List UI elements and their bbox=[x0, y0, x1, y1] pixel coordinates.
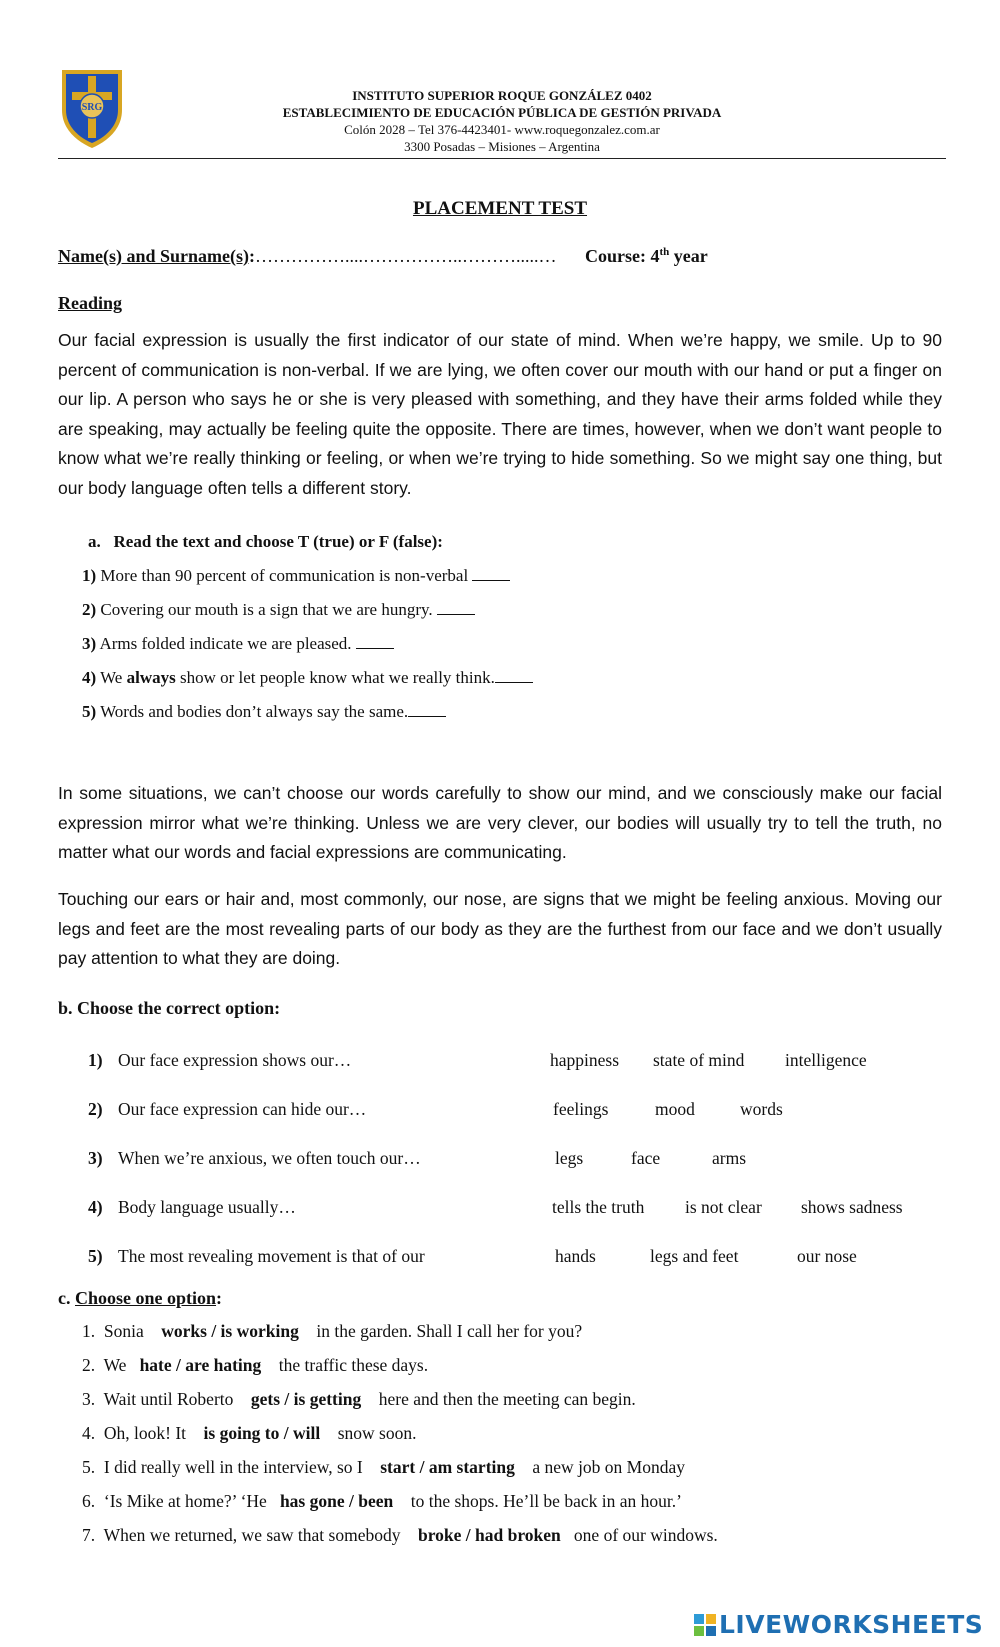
answer-blank[interactable] bbox=[356, 634, 394, 649]
option[interactable]: our nose bbox=[797, 1246, 857, 1266]
choice-options[interactable]: has gone / been bbox=[279, 1491, 394, 1511]
option[interactable]: legs and feet bbox=[650, 1246, 739, 1266]
choice-options[interactable]: is going to / will bbox=[203, 1423, 321, 1443]
answer-blank[interactable] bbox=[408, 702, 446, 717]
course-superscript: th bbox=[659, 246, 670, 258]
option[interactable]: intelligence bbox=[785, 1050, 867, 1070]
page-title: PLACEMENT TEST bbox=[412, 198, 588, 219]
tf-item: 5) Words and bodies don’t always say the same. bbox=[82, 702, 446, 722]
choice-options[interactable]: gets / is getting bbox=[250, 1389, 362, 1409]
answer-blank[interactable] bbox=[495, 668, 533, 683]
option[interactable]: tells the truth bbox=[552, 1197, 645, 1217]
choice-sentence: 6. ‘Is Mike at home?’ ‘He has gone / been to the shops. He’ll be back in an hour.’ bbox=[82, 1491, 682, 1511]
option[interactable]: happiness bbox=[550, 1050, 620, 1070]
choice-sentence: 7. When we returned, we saw that somebody broke / had broken one of our windows. bbox=[82, 1525, 718, 1545]
liveworksheets-logo-icon bbox=[694, 1614, 716, 1636]
choice-options[interactable]: hate / are hating bbox=[139, 1355, 262, 1375]
name-colon: : bbox=[249, 246, 255, 266]
choice-options[interactable]: broke / had broken bbox=[417, 1525, 561, 1545]
choice-sentence: 5. I did really well in the interview, so I start / am starting a new job on Monday bbox=[82, 1457, 686, 1477]
tf-item: 4) We always show or let people know what we really think. bbox=[82, 668, 533, 688]
reading-paragraph-1: Our facial expression is usually the first indicator of our state of mind. When we’re happy, we smile. Up to 90 percent of communication is non-verbal. If we are lying, we often cover our mouth with our hand or put a finger on our lip. A person who says he or she is very pleased with something, and they have their arms folded while they are speaking, may actually be feeling quite the opposite. There are times, however, when we don’t want people to know what we’re really thinking or feeling, or when we’re trying to hide something. So we might say one thing, but our body language often tells a different story. bbox=[58, 330, 942, 498]
name-label: Name(s) and Surname(s) bbox=[58, 246, 249, 266]
mc-question: 1) Our face expression shows our… happiness state of mind intelligence bbox=[88, 1050, 867, 1070]
mc-question: 5) The most revealing movement is that of our hands legs and feet our nose bbox=[88, 1246, 857, 1266]
option[interactable]: words bbox=[740, 1099, 783, 1119]
tf-item: 3) Arms folded indicate we are pleased. bbox=[82, 634, 394, 654]
watermark-text: LIVEWORKSHEETS bbox=[719, 1610, 984, 1639]
choice-sentence: 3. Wait until Roberto gets / is getting here and then the meeting can begin. bbox=[82, 1389, 636, 1409]
mc-question: 4) Body language usually… tells the truth is not clear shows sadness bbox=[88, 1197, 903, 1217]
tf-item: 1) More than 90 percent of communication is non-verbal bbox=[82, 566, 510, 586]
answer-blank[interactable] bbox=[472, 566, 510, 581]
option[interactable]: hands bbox=[555, 1246, 596, 1266]
reading-heading: Reading bbox=[58, 293, 123, 313]
option[interactable]: mood bbox=[655, 1099, 695, 1119]
option[interactable]: legs bbox=[555, 1148, 584, 1168]
option[interactable]: shows sadness bbox=[801, 1197, 903, 1217]
choice-sentence: 2. We hate / are hating the traffic these days. bbox=[82, 1355, 429, 1375]
mc-question: 2) Our face expression can hide our… feelings mood words bbox=[88, 1099, 783, 1119]
section-a-title: a. Read the text and choose T (true) or F (false): bbox=[88, 532, 443, 551]
section-b-title: b. Choose the correct option: bbox=[58, 998, 281, 1018]
school-header bbox=[58, 64, 946, 159]
institute-type: ESTABLECIMIENTO DE EDUCACIÓN PÚBLICA DE GESTIÓN PRIVADA bbox=[282, 105, 722, 120]
institute-name: INSTITUTO SUPERIOR ROQUE GONZÁLEZ 0402 bbox=[352, 88, 652, 103]
choice-sentence: 1. Sonia works / is working in the garden. Shall I call her for you? bbox=[82, 1321, 583, 1341]
tf-item: 2) Covering our mouth is a sign that we are hungry. bbox=[82, 600, 475, 620]
mc-question: 3) When we’re anxious, we often touch our… legs face arms bbox=[88, 1148, 747, 1168]
choice-sentence: 4. Oh, look! It is going to / will snow soon. bbox=[82, 1423, 417, 1443]
answer-blank[interactable] bbox=[437, 600, 475, 615]
option[interactable]: face bbox=[631, 1148, 661, 1168]
option[interactable]: state of mind bbox=[653, 1050, 745, 1070]
name-course-row bbox=[58, 246, 708, 267]
svg-text:SRG: SRG bbox=[81, 102, 103, 113]
choice-options[interactable]: start / am starting bbox=[380, 1457, 515, 1477]
section-c-title: c. Choose one option: bbox=[58, 1288, 223, 1308]
institute-location: 3300 Posadas – Misiones – Argentina bbox=[404, 139, 600, 154]
choice-options[interactable]: works / is working bbox=[161, 1321, 299, 1341]
liveworksheets-watermark bbox=[694, 1610, 983, 1639]
option[interactable]: is not clear bbox=[685, 1197, 762, 1217]
name-input-line[interactable]: ……………....……………..……….....… bbox=[255, 246, 557, 266]
institute-contact: Colón 2028 – Tel 376-4423401- www.roquegonzalez.com.ar bbox=[344, 122, 660, 137]
reading-paragraph-3: Touching our ears or hair and, most commonly, our nose, are signs that we might be feeling anxious. Moving our legs and feet are the most revealing parts of our body as they are the furthest from our face and we don’t usually pay attention to what they are doing. bbox=[58, 889, 942, 969]
option[interactable]: feelings bbox=[553, 1099, 609, 1119]
option[interactable]: arms bbox=[712, 1148, 747, 1168]
course-label: Course: 4th year bbox=[585, 246, 708, 266]
reading-paragraph-2: In some situations, we can’t choose our words carefully to show our mind, and we consciously make our facial expression mirror what we’re thinking. Unless we are very clever, our bodies will usually try to tell the truth, no matter what our words and facial expressions are communicating. bbox=[58, 783, 942, 863]
